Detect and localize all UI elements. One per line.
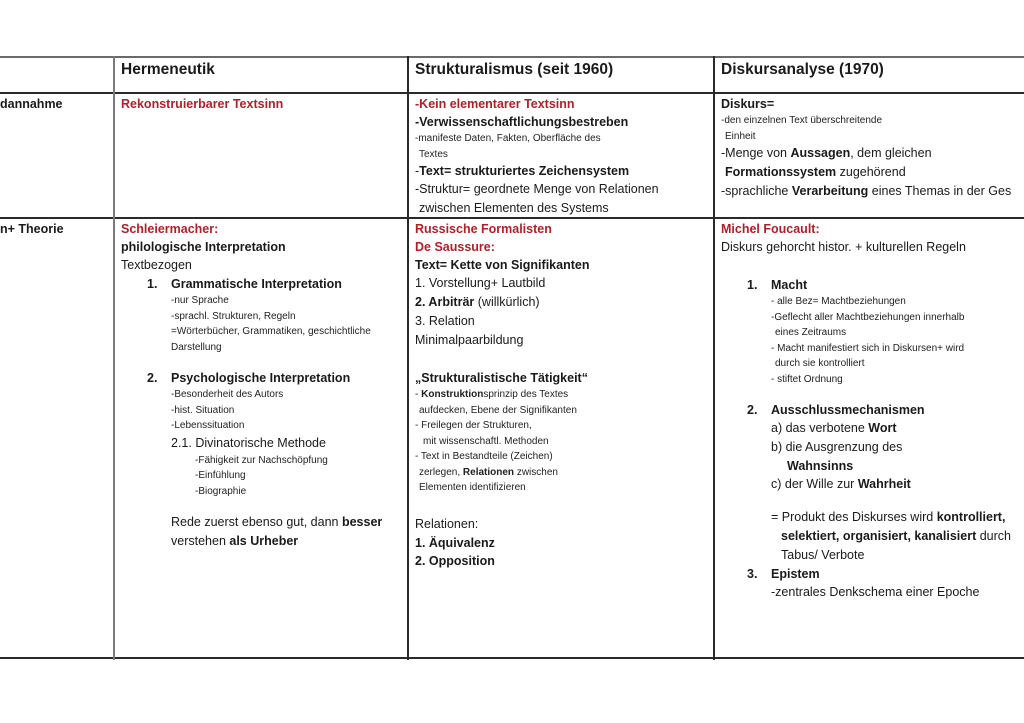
wille-wahrheit <box>721 475 1024 494</box>
t: , dem gleichen <box>850 146 932 160</box>
point: - alle Bez= Machtbeziehungen <box>771 296 906 307</box>
point: -sprachl. Strukturen, Regeln <box>171 310 296 322</box>
relationen-bold: Relationen <box>462 466 515 478</box>
aequivalenz: 1. Äquivalenz <box>415 535 495 550</box>
arbitraer-bold: 2. Arbiträr <box>415 295 475 309</box>
wort-bold: Wort <box>868 421 897 435</box>
sprachliche-verarbeitung <box>721 182 1024 201</box>
t: = Produkt des Diskurses wird <box>771 510 937 524</box>
philologische-interpretation: philologische Interpretation <box>121 240 286 254</box>
opposition: 2. Opposition <box>415 553 495 568</box>
point: -nur Sprache <box>171 295 229 306</box>
zerlegen <box>415 465 711 481</box>
selektiert-bold: selektiert, organisiert, kanalisiert <box>781 529 977 543</box>
item-number: 3. <box>747 567 758 581</box>
spacer <box>721 494 1024 508</box>
t: -Menge von <box>721 146 791 160</box>
zwischen-elementen: zwischen Elementen des Systems <box>419 201 609 215</box>
produkt-line-2 <box>721 527 1024 546</box>
relationen-heading: Relationen: <box>415 516 479 531</box>
freilegen: - Freilegen der Strukturen, <box>415 420 532 431</box>
minimalpaarbildung: Minimalpaarbildung <box>415 333 524 347</box>
text-zeichensystem <box>415 162 711 180</box>
item-number: 2. <box>147 371 158 385</box>
item-title: Macht <box>771 278 808 292</box>
michel-foucault: Michel Foucault: <box>721 222 820 236</box>
russische-formalisten: Russische Formalisten <box>415 222 552 236</box>
urheber-bold: als Urheber <box>229 534 299 548</box>
quote-line-2 <box>121 532 407 551</box>
point: -Lebenssituation <box>171 420 245 431</box>
t: zugehörend <box>836 165 906 179</box>
aussagen-bold: Aussagen <box>790 146 851 160</box>
spacer <box>121 499 407 513</box>
bestandteile: - Text in Bestandteile (Zeichen) <box>415 451 553 462</box>
verbotene-wort <box>721 419 1024 438</box>
item-title: Psychologische Interpretation <box>171 371 351 385</box>
ausgrenzung: b) die Ausgrenzung des <box>771 440 903 454</box>
row2-label: n+ Theorie <box>0 222 64 236</box>
strukturalistische-taetigkeit: „Strukturalistische Tätigkeit“ <box>415 371 588 385</box>
relation: 3. Relation <box>415 314 475 328</box>
t: (willkürlich) <box>474 295 540 309</box>
quote-line-1 <box>121 513 407 532</box>
t: zerlegen, <box>419 466 463 478</box>
point: -Biographie <box>195 485 247 497</box>
produkt-line-1 <box>721 508 1024 527</box>
textbezogen: Textbezogen <box>121 258 192 272</box>
col-divider-2 <box>407 56 409 660</box>
t: verstehen <box>171 534 230 548</box>
point: -Einfühlung <box>195 470 246 481</box>
schleiermacher: Schleiermacher: <box>121 222 219 236</box>
row2-hermeneutik-cell <box>121 220 407 551</box>
row1-label: dannahme <box>0 97 63 111</box>
t: -sprachliche <box>721 184 792 198</box>
wahrheit-bold: Wahrheit <box>857 477 911 491</box>
identifizieren: Elementen identifizieren <box>419 482 526 493</box>
konstruktionsprinzip <box>415 387 711 403</box>
t: sprinzip des Textes <box>483 389 569 400</box>
point: -Fähigkeit zur Nachschöpfung <box>195 454 328 466</box>
t: - <box>415 389 422 400</box>
spacer <box>415 350 711 369</box>
grammatische-interpretation <box>121 275 407 293</box>
aufdecken: aufdecken, Ebene der Signifikanten <box>419 404 577 416</box>
t: a) das verbotene <box>771 421 869 435</box>
ausschlussmechanismen <box>721 401 1024 419</box>
point: -Geflecht aller Machtbeziehungen innerhalb <box>771 311 965 323</box>
item-number: 1. <box>747 278 758 292</box>
kette-signifikanten: Text= Kette von Signifikanten <box>415 258 590 272</box>
t: zwischen <box>514 466 558 478</box>
denkschema: -zentrales Denkschema einer Epoche <box>771 585 980 599</box>
macht <box>721 276 1024 294</box>
point: -Besonderheit des Autors <box>171 389 284 400</box>
spacer <box>721 387 1024 401</box>
row1-hermeneutik-text: Rekonstruierbarer Textsinn <box>121 97 284 111</box>
produkt-line-3: Tabus/ Verbote <box>781 548 865 562</box>
struktur-relationen: -Struktur= geordnete Menge von Relationen <box>415 182 659 196</box>
point: - Macht manifestiert sich in Diskursen+ wird <box>771 342 965 354</box>
header-hermeneutik: Hermeneutik <box>121 61 215 78</box>
item-number: 1. <box>147 277 158 291</box>
wahnsinns: Wahnsinns <box>787 459 854 473</box>
point: - stiftet Ordnung <box>771 373 843 385</box>
t: eines Themas in der Ges <box>868 184 1012 198</box>
formationssystem-bold: Formationssystem <box>725 165 837 179</box>
point: eines Zeitraums <box>775 327 847 338</box>
diskurs-gehorcht: Diskurs gehorcht histor. + kulturellen Regeln <box>721 240 966 254</box>
item-number: 2. <box>747 403 758 417</box>
methoden: mit wissenschaftl. Methoden <box>423 435 549 447</box>
spacer <box>721 257 1024 276</box>
col-divider-3 <box>713 56 715 660</box>
kontrolliert-bold: kontrolliert, <box>936 510 1006 524</box>
manifeste-daten: -manifeste Daten, Fakten, Oberfläche des <box>415 133 601 144</box>
epistem <box>721 565 1024 583</box>
t: c) der Wille zur <box>771 477 858 491</box>
point: Darstellung <box>171 341 222 353</box>
vorstellung-lautbild: 1. Vorstellung+ Lautbild <box>415 276 546 290</box>
text-zeichensystem-bold: Text= strukturiertes Zeichensystem <box>419 164 630 178</box>
verarbeitung-bold: Verarbeitung <box>791 184 869 198</box>
col-divider-1 <box>113 56 115 660</box>
spacer <box>121 355 407 369</box>
konstruktion-bold: Konstruktion <box>421 389 484 400</box>
point: durch sie kontrolliert <box>775 358 865 369</box>
menge-aussagen <box>721 144 1024 163</box>
ueberschreitende: -den einzelnen Text überschreitende <box>721 115 883 126</box>
table-top-border <box>0 56 1024 58</box>
psychologische-interpretation <box>121 369 407 387</box>
besser-bold: besser <box>341 515 383 529</box>
header-diskursanalyse: Diskursanalyse (1970) <box>721 61 884 78</box>
t: durch <box>976 529 1011 543</box>
row1-strukturalismus-cell <box>415 95 711 218</box>
point: =Wörterbücher, Grammatiken, geschichtliche <box>171 326 371 337</box>
table-bottom-border <box>0 657 1024 659</box>
kein-textsinn: -Kein elementarer Textsinn <box>415 97 575 111</box>
row1-diskursanalyse-cell <box>721 95 1024 201</box>
de-saussure: De Saussure: <box>415 240 495 254</box>
item-title: Ausschlussmechanismen <box>771 403 925 417</box>
t: Rede zuerst ebenso gut, dann <box>171 515 342 529</box>
point: -hist. Situation <box>171 404 235 416</box>
dash: - <box>415 164 420 178</box>
item-title: Grammatische Interpretation <box>171 277 342 291</box>
item-title: Epistem <box>771 567 820 581</box>
arbitraer <box>415 293 711 312</box>
row2-diskursanalyse-cell <box>721 220 1024 602</box>
spacer <box>415 496 711 515</box>
einheit: Einheit <box>725 130 756 142</box>
verwissenschaftlichung: -Verwissenschaftlichungsbestreben <box>415 115 629 129</box>
diskurs-def: Diskurs= <box>721 97 775 111</box>
header-bottom-border <box>0 92 1024 94</box>
row2-strukturalismus-cell <box>415 220 711 570</box>
textes: Textes <box>419 148 448 160</box>
header-strukturalismus: Strukturalismus (seit 1960) <box>415 61 614 78</box>
divinatorische-methode: 2.1. Divinatorische Methode <box>171 435 326 450</box>
formationssystem <box>721 163 1024 182</box>
